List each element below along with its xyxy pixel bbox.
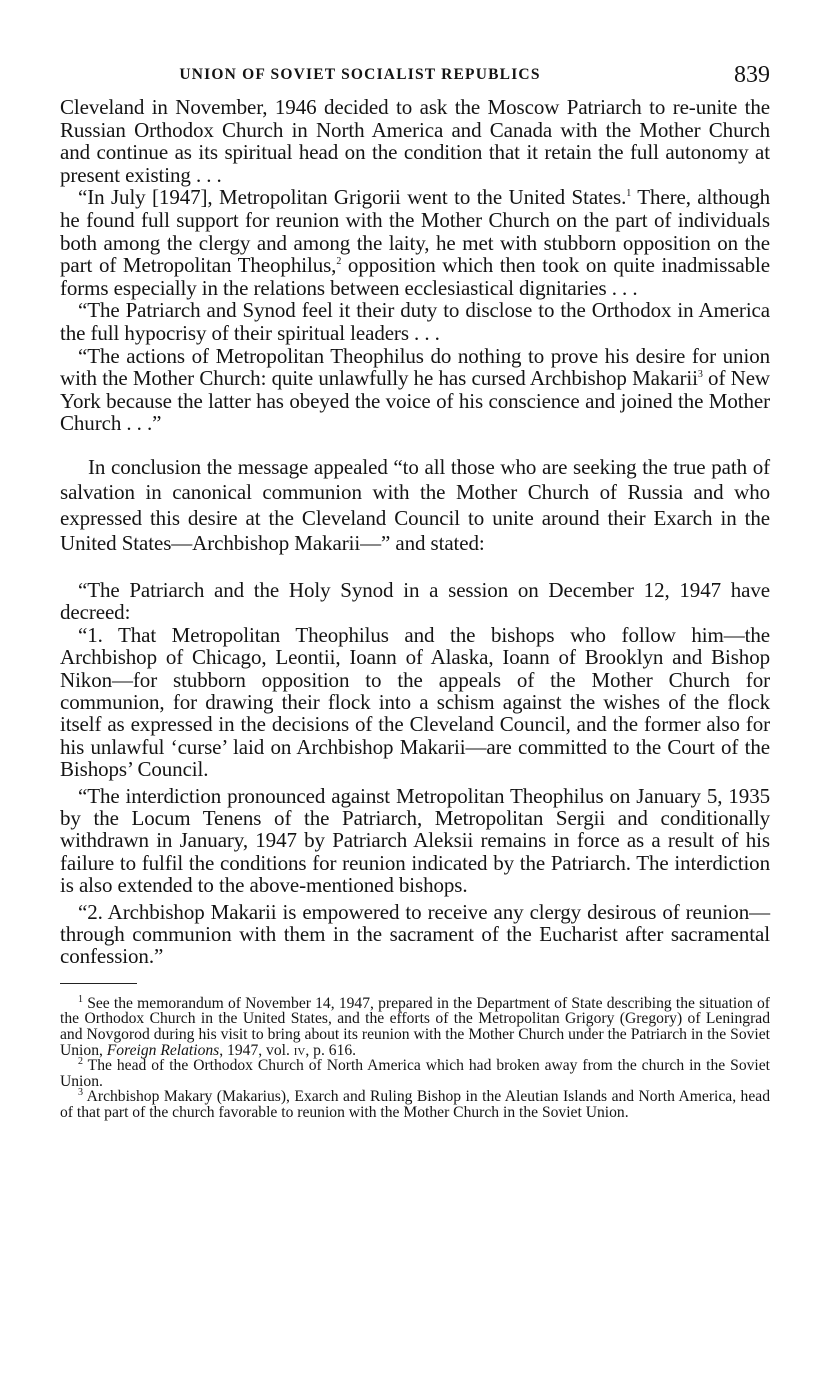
footnote-1-volume: iv xyxy=(293,1041,306,1059)
body-paragraph-1: In conclusion the message appealed “to all those who are seeking the true path of salvation in canonical communion with the Mother Church of Russia and who expressed this desire at the Cleveland Council to unite around their Exarch in the United States—Archbishop Makarii—” and stated: xyxy=(60,454,770,556)
quote-paragraph-2-text-b: There, although he found full support for reunion with the Mother Church on the part of individuals both among the clergy and among the laity, he met with stubborn opposition on the part of Metropolitan Theophilus, xyxy=(60,185,770,278)
footnote-3 xyxy=(60,1089,770,1120)
quote-paragraph-4-text-b: of New York because the latter has obeyed the voice of his conscience and joined the Mother Church . . .” xyxy=(60,366,770,436)
footnote-1-marker: 1 xyxy=(78,993,83,1005)
footnote-1-text-a: See the memorandum of November 14, 1947, prepared in the Department of State describing the situation of the Orthodox Church in the United States, and the efforts of the Metropolitan Grigory (Gregory) of Leningrad and Novgorod during his visit to bring about its reunion with the Mother Church under the Patriarch in the Soviet Union, xyxy=(60,994,771,1059)
quote-paragraph-2-text-a: “In July [1947], Metropolitan Grigorii went to the United States. xyxy=(78,185,627,210)
page-number: 839 xyxy=(734,62,770,88)
decree-paragraph-3: “The interdiction pronounced against Metropolitan Theophilus on January 5, 1935 by the Locum Tenens of the Patriarch, Metropolitan Sergii and conditionally withdrawn in January, 1947 by Patriarch Aleksii remains in force as a result of his failure to fulfil the conditions for reunion indicated by the Patriarch. The interdiction is also extended to the above-mentioned bishops. xyxy=(60,783,770,898)
decree-paragraph-2: “1. That Metropolitan Theophilus and the bishops who follow him—the Archbishop of Chicago, Leontii, Ioann of Alaska, Ioann of Brooklyn and Bishop Nikon—for stubborn opposition to the appeals of the Mother Church for communion, for drawing their flock into a schism against the wishes of the flock itself as expressed in the decisions of the Cleveland Council, and the former also for his unlawful ‘curse’ laid on Archbishop Makarii—are committed to the Court of the Bishops’ Council. xyxy=(60,622,770,782)
footnote-1-publication-title: Foreign Relations xyxy=(106,1041,220,1059)
quote-paragraph-4-text-a: “The actions of Metropolitan Theophilus do nothing to prove his desire for union with the Mother Church: quite unlawfully he has cursed Archbishop Makarii xyxy=(60,343,770,391)
quote-paragraph-2 xyxy=(60,186,770,299)
footnote-1-text-c: , p. 616. xyxy=(305,1041,357,1059)
footnote-2 xyxy=(60,1058,770,1089)
body-text xyxy=(60,455,770,557)
quote-paragraph-2-text-c: opposition which then took on quite inadmissable forms especially in the relations between ecclesiastical dignitaries . . . xyxy=(60,253,770,300)
document-page xyxy=(60,62,770,1121)
footnote-divider xyxy=(60,983,137,984)
quote-paragraph-3: “The Patriarch and Synod feel it their duty to disclose to the Orthodox in America the full hypocrisy of their spiritual leaders . . . xyxy=(60,298,770,345)
footnote-3-marker: 3 xyxy=(78,1087,83,1099)
decree-paragraph-4: “2. Archbishop Makarii is empowered to receive any clergy desirous of reunion—through communion with them in the sacrament of the Eucharist after sacramental confession.” xyxy=(60,899,770,969)
quote-paragraph-4 xyxy=(60,345,770,435)
footnote-3-text: Archbishop Makary (Makarius), Exarch and Ruling Bishop in the Aleutian Islands and North America, head of that part of the church favorable to reunion with the Mother Church in the Soviet Union. xyxy=(60,1088,770,1121)
footnote-ref-1: 1 xyxy=(626,188,632,200)
footnote-1-text-b: , 1947, vol. xyxy=(219,1041,294,1059)
running-title: UNION OF SOVIET SOCIALIST REPUBLICS xyxy=(179,66,541,83)
footnote-1 xyxy=(60,993,771,1059)
footnote-ref-2: 2 xyxy=(336,256,342,268)
decree-quote-block xyxy=(60,579,770,968)
quote-paragraph-1: Cleveland in November, 1946 decided to ask the Moscow Patriarch to re-unite the Russian Orthodox Church in North America and Canada with the Mother Church and continue as its spiritual head on the condition that it retain the full autonomy at present existing . . . xyxy=(60,95,770,187)
decree-paragraph-1: “The Patriarch and the Holy Synod in a session on December 12, 1947 have decreed: xyxy=(60,577,770,625)
footnotes xyxy=(60,993,771,1121)
footnote-2-text: The head of the Orthodox Church of North America which had broken away from the church in the Soviet Union. xyxy=(60,1057,770,1090)
footnote-2-marker: 2 xyxy=(78,1056,83,1067)
footnote-ref-3: 3 xyxy=(697,369,703,381)
quoted-message-block xyxy=(60,96,770,435)
running-head xyxy=(60,62,770,96)
